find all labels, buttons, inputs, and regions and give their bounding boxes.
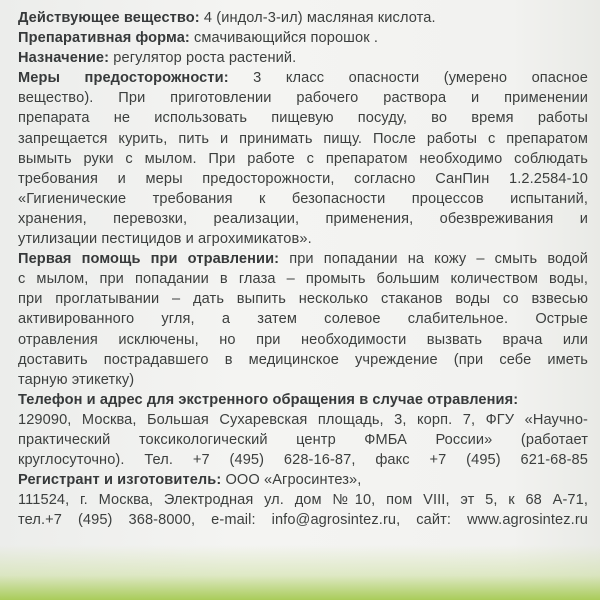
precautions-line: утилизации пестицидов и агрохимикатов».: [18, 231, 312, 248]
active-ingredient-text: 4 (индол-3-ил) масляная кислота.: [203, 10, 436, 26]
emergency-paragraph: [18, 390, 588, 470]
formulation-heading: Препаративная форма:: [18, 30, 190, 47]
first-aid-paragraph: [18, 249, 588, 390]
purpose-heading: Назначение:: [18, 50, 110, 67]
emergency-line: круглосуточно). Тел. +7 (495) 628-16-87, факс +7 (495) 621-68-85: [18, 452, 588, 469]
precautions-line: запрещается курить, пить и принимать пищу. После работы с препаратом: [18, 130, 588, 147]
first-aid-heading: Первая помощь при отравлении:: [18, 251, 280, 268]
active-ingredient-paragraph: [18, 8, 588, 28]
precautions-paragraph: [18, 68, 588, 249]
registrant-heading: Регистрант и изготовитель:: [18, 472, 222, 489]
registrant-line: 111524, г. Москва, Электродная ул. дом №10, пом VIII, эт 5, к 68 А-71,: [18, 492, 588, 509]
precautions-line: хранения, перевозки, реализации, применения, обезвреживания и: [18, 210, 588, 227]
first-aid-line: Первая помощь при отравлении: при попадании на кожу – смыть водой: [18, 251, 589, 268]
first-aid-line: доставить пострадавшего в медицинское учреждение (при себе иметь: [18, 351, 588, 368]
formulation-paragraph: [18, 28, 588, 48]
label-text-block: [18, 8, 588, 530]
registrant-line: Регистрант и изготовитель: ООО «Агросинтез»,: [18, 472, 362, 489]
emergency-heading-line: [18, 390, 588, 410]
precautions-line: «Гигиенические требования к безопасности процессов испытаний,: [18, 190, 588, 207]
registrant-paragraph: [18, 470, 588, 530]
precautions-heading: Меры предосторожности:: [18, 70, 229, 87]
precautions-line: веществo). При приготовлении рабочего раствора и применении: [18, 90, 588, 107]
precautions-line: препарата не использовать пищевую посуду, во время работы: [18, 110, 588, 127]
purpose-paragraph: [18, 48, 588, 68]
precautions-line: вымыть руки с мылом. При работе с препаратом необходимо соблюдать: [18, 150, 588, 167]
green-label-edge: [0, 545, 600, 600]
first-aid-line: тарную этикетку): [18, 371, 135, 388]
first-aid-line: с мылом, при попадании в глаза – промыть большим количеством воды,: [18, 271, 588, 288]
precautions-line: требования и меры предосторожности, согласно СанПин 1.2.2584-10: [18, 170, 588, 187]
emergency-line: 129090, Москва, Большая Сухаревская площадь, 3, корп. 7, ФГУ «Научно-: [18, 411, 588, 428]
first-aid-line: активированного угля, а затем солевое слабительное. Острые: [18, 311, 588, 328]
emergency-line: практический токсикологический центр ФМБА России» (работает: [18, 431, 588, 448]
emergency-heading: Телефон и адрес для экстренного обращения в случае отравления:: [18, 391, 519, 408]
first-aid-line: отравления исключены, но при необходимости вызвать врача или: [18, 331, 588, 348]
registrant-line: тел.+7 (495) 368-8000, e-mail: info@agrosintez.ru, сайт: www.agrosintez.ru: [18, 512, 588, 529]
formulation-text: смачивающийся порошок .: [194, 30, 378, 47]
active-ingredient-heading: Действующее вещество:: [18, 10, 200, 26]
first-aid-line: при проглатывании – дать выпить несколько стаканов воды со взвесью: [18, 291, 588, 308]
precautions-line: Меры предосторожности: 3 класс опасности (умерено опасное: [18, 70, 588, 87]
purpose-text: регулятор роста растений.: [113, 50, 297, 67]
